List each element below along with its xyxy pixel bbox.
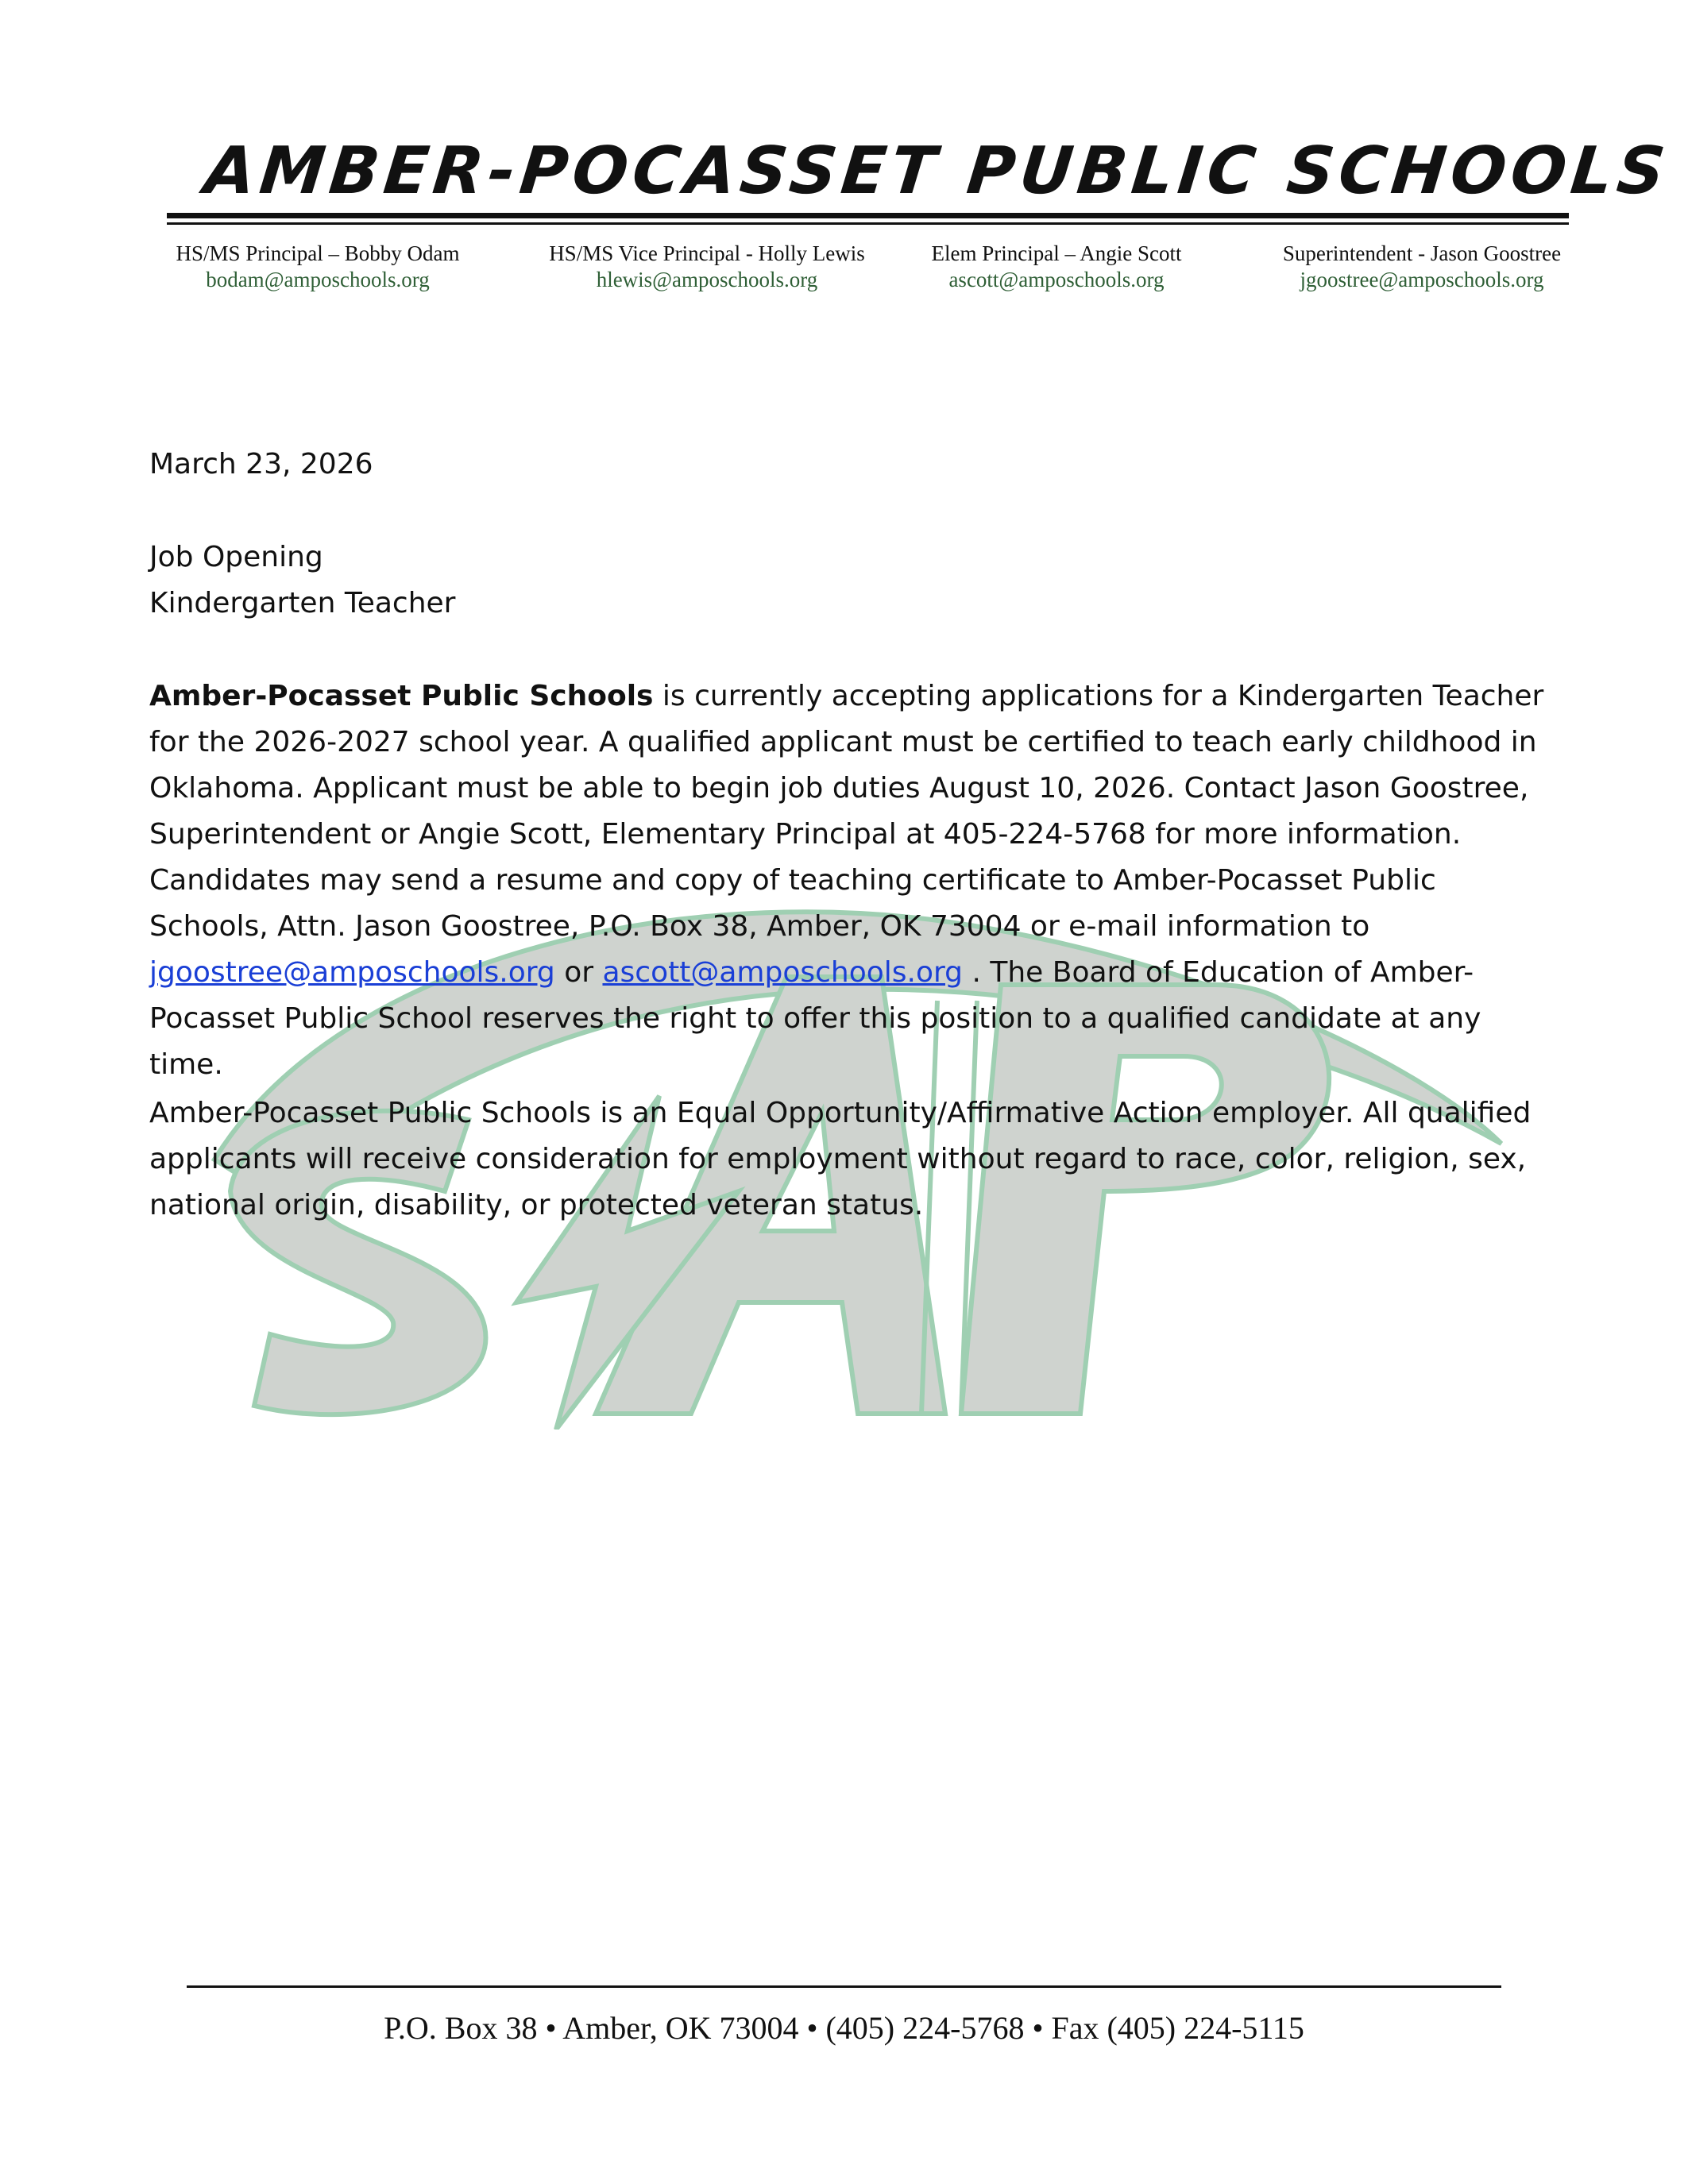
staff-email: hlewis@amposchools.org <box>596 268 818 291</box>
email-link-elem-principal[interactable]: ascott@amposchools.org <box>602 956 964 989</box>
staff-email: jgoostree@amposchools.org <box>1300 268 1544 291</box>
staff-elem-principal <box>898 241 1215 293</box>
letterhead-rule-thick <box>167 213 1569 218</box>
staff-role: HS/MS Principal – Bobby Odam <box>176 241 460 265</box>
letter-subject-line1: Job Opening <box>149 541 323 573</box>
staff-role: Elem Principal – Angie Scott <box>931 241 1182 265</box>
footer-rule <box>187 1985 1501 1988</box>
paragraph-text: or <box>554 956 603 989</box>
paragraph-text: . The Board of Education of Amber-Pocasset Public School reserves the right to offer this position to a qualified candidate at any time. <box>149 956 1481 1081</box>
paragraph-text: is currently accepting applications for a Kindergarten Teacher for the 2026-2027 school year. A qualified applicant must be certified to teach early childhood in Oklahoma. Applicant must be able to begin job duties August 10, 2026. Contact Jason Goostree, Superintendent or Angie Scott, Elementary Principal at 405-224-5768 for more information. Candidates may send a resume and copy of teaching certificate to Amber-Pocasset Public Schools, Attn. Jason Goostree, P.O. Box 38, Amber, OK 73004 or e-mail information to <box>149 680 1544 943</box>
letter-paragraph-2: Amber-Pocasset Public Schools is an Equal Opportunity/Affirmative Action employer. All qualified applicants will receive consideration for employment without regard to race, color, religion, sex, national origin, disability, or protected veteran status. <box>149 1097 1532 1221</box>
footer-address: P.O. Box 38 • Amber, OK 73004 • (405) 224-5768 • Fax (405) 224-5115 <box>384 2010 1304 2046</box>
staff-hsms-vice-principal <box>532 241 882 293</box>
email-link-superintendent[interactable]: jgoostree@amposchools.org <box>149 956 555 989</box>
letter-paragraph-1 <box>149 673 1547 1088</box>
staff-email: ascott@amposchools.org <box>948 268 1165 291</box>
letterhead-title: AMBER-POCASSET PUBLIC SCHOOLS <box>201 133 1674 209</box>
staff-hsms-principal <box>143 241 492 293</box>
staff-role: Superintendent - Jason Goostree <box>1282 241 1562 265</box>
letter-date: March 23, 2026 <box>149 448 373 480</box>
school-name-bold: Amber-Pocasset Public Schools <box>149 680 654 712</box>
staff-role: HS/MS Vice Principal - Holly Lewis <box>549 241 865 265</box>
staff-email: bodam@amposchools.org <box>206 268 430 291</box>
staff-superintendent <box>1247 241 1597 293</box>
letter-subject-line2: Kindergarten Teacher <box>149 587 456 619</box>
letterhead-rule-thin <box>167 222 1569 225</box>
